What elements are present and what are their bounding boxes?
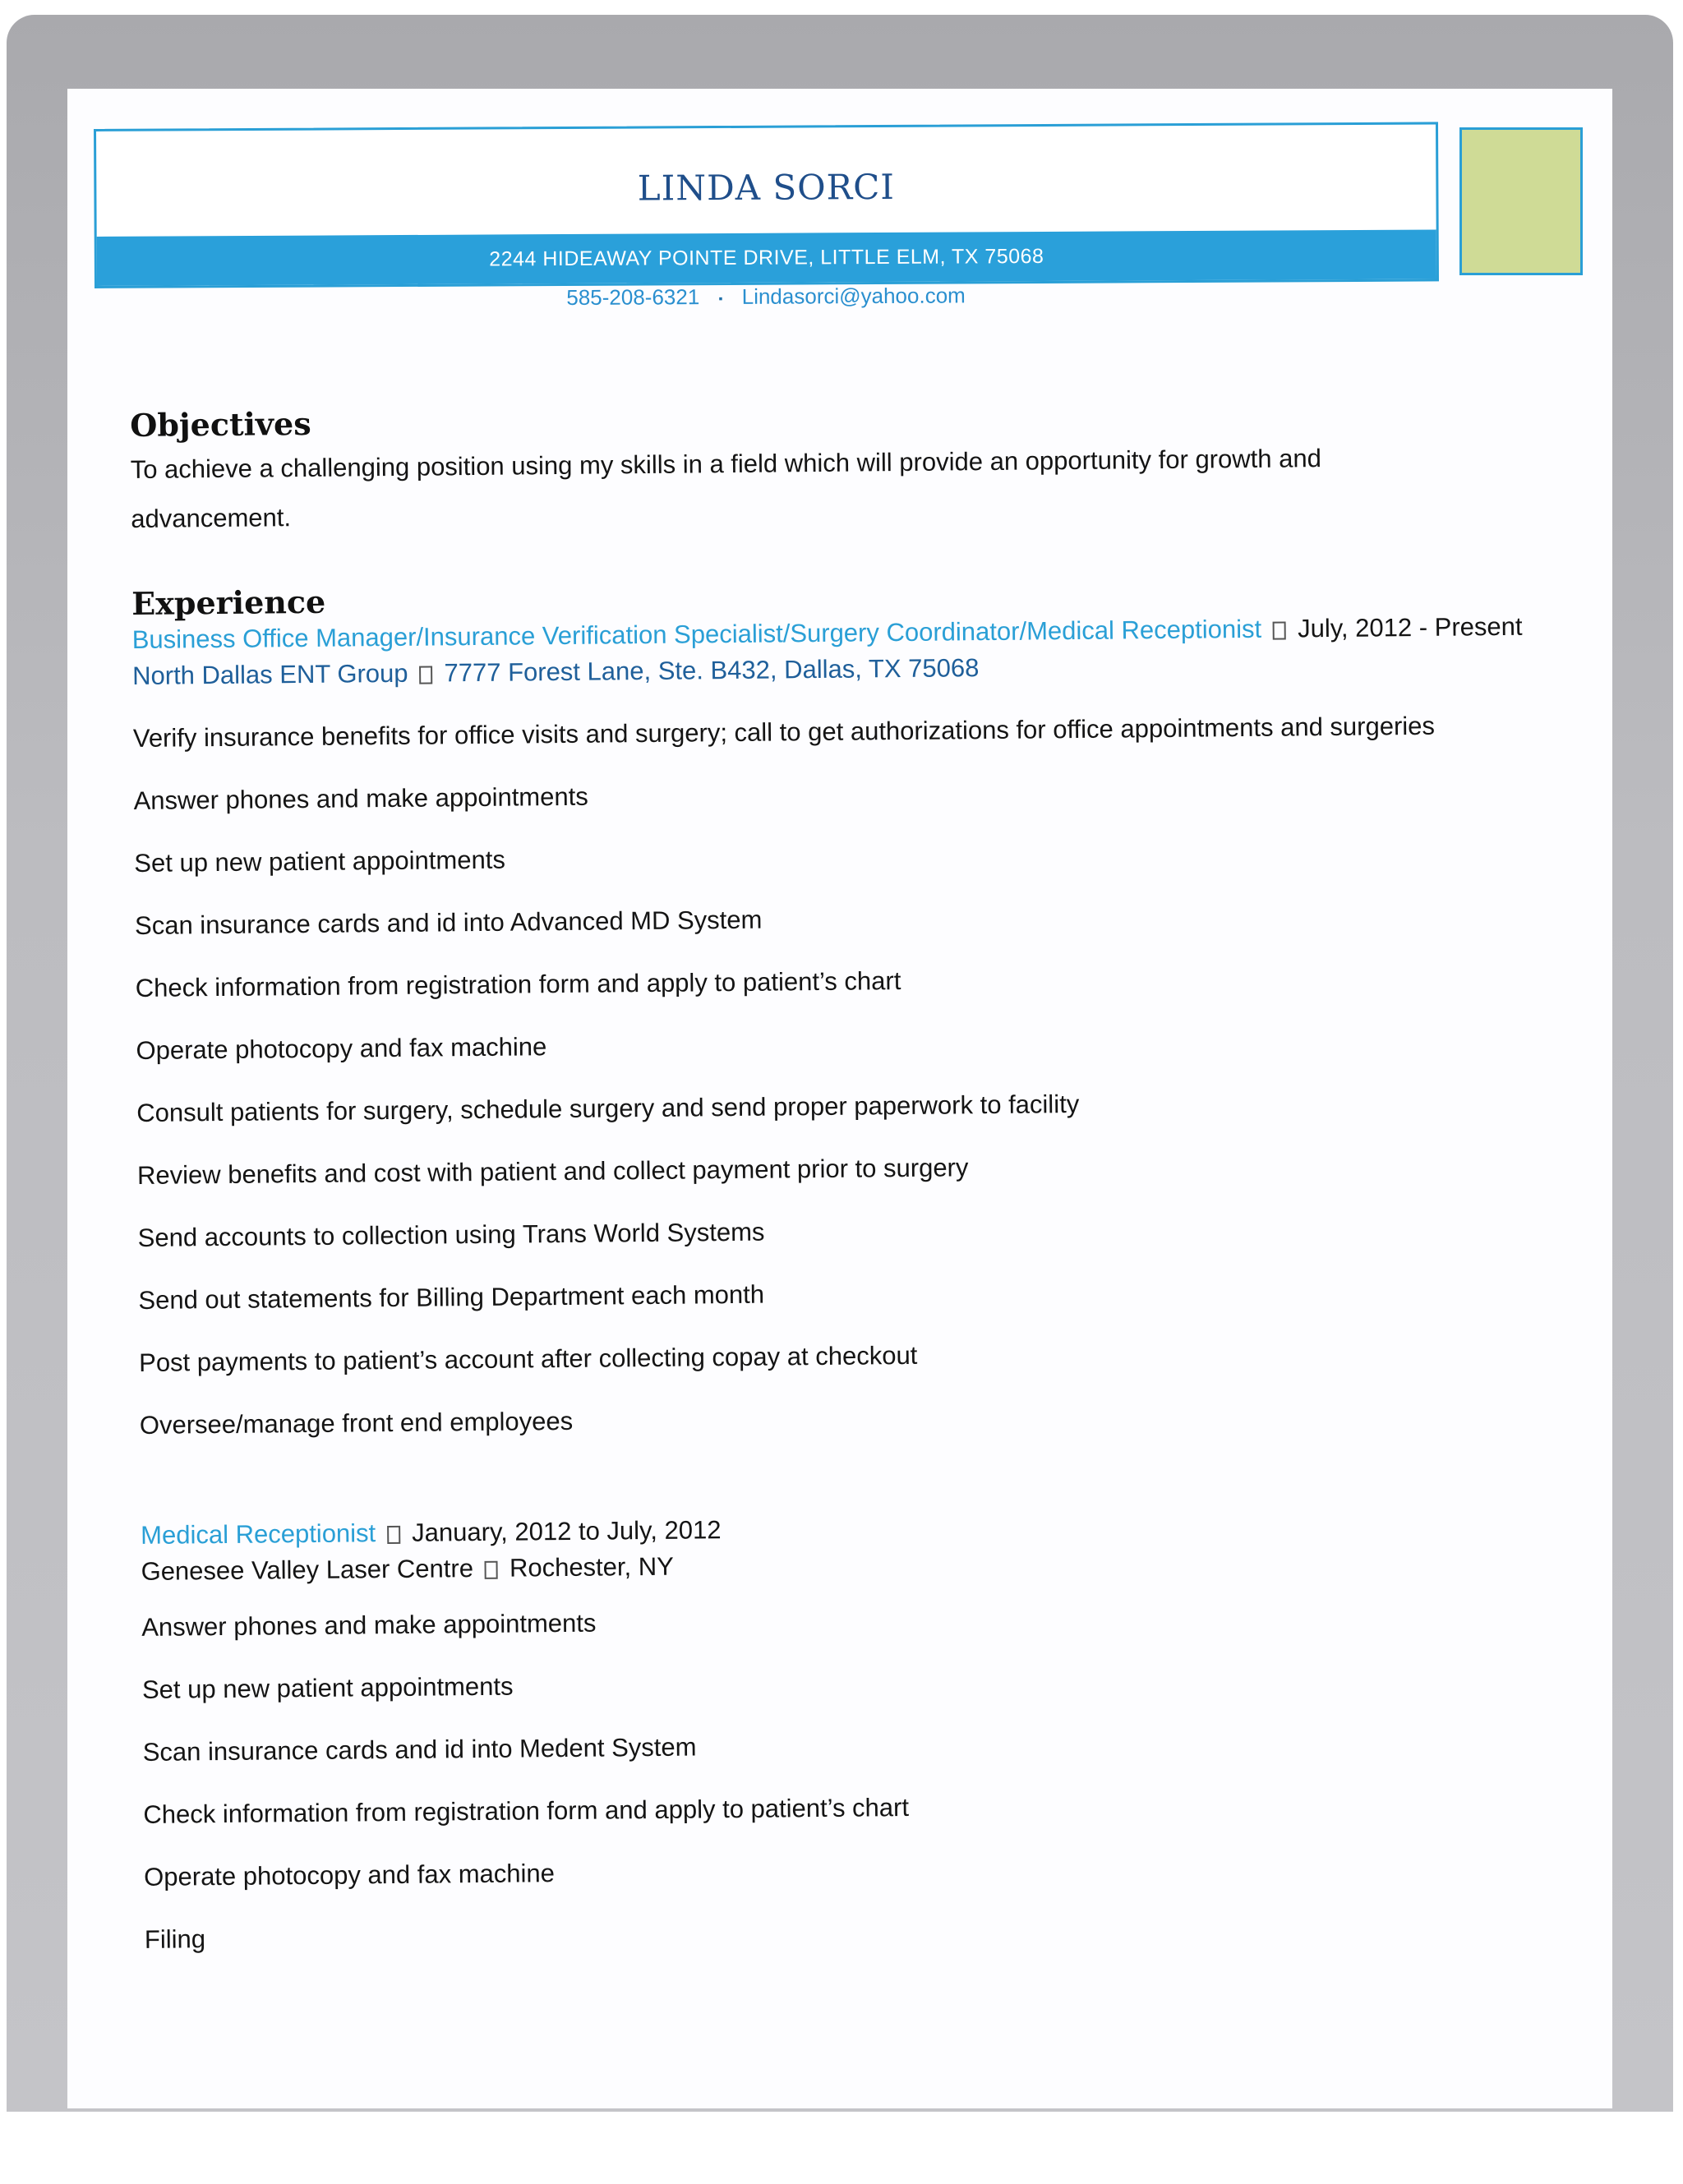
resume-header — [94, 122, 1439, 288]
duty-list — [141, 1583, 1575, 1971]
job-title: Medical Receptionist — [141, 1518, 376, 1550]
photo-placeholder — [1459, 127, 1583, 275]
duty-item: Verify insurance benefits for office visits and surgery; call to get authorizations for office appointments and surgeries — [132, 711, 1436, 753]
duty-item: Answer phones and make appointments — [141, 1608, 597, 1642]
duty-item: Consult patients for surgery, schedule surgery and send proper paperwork to facility — [136, 1089, 1080, 1127]
objectives-text: To achieve a challenging position using my skills in a field which will provide an opportunity for growth and advancement. — [130, 444, 1322, 533]
employer-name: Genesee Valley Laser Centre — [141, 1554, 474, 1586]
candidate-name: LINDA SORCI — [637, 166, 896, 209]
duty-item: Set up new patient appointments — [141, 1671, 514, 1704]
employer-location: Rochester, NY — [509, 1551, 675, 1583]
address-band — [97, 229, 1436, 286]
address-text: 2244 HIDEAWAY POINTE DRIVE, LITTLE ELM, TX 75068 — [489, 244, 1044, 271]
separator-bullet: ▪ — [718, 292, 723, 306]
experience-heading: Experience — [131, 583, 326, 622]
duty-item: Check information from registration form and apply to patient’s chart — [143, 1792, 910, 1829]
missing-glyph-icon — [387, 1526, 400, 1544]
duty-item: Review benefits and cost with patient and collect payment prior to surgery — [136, 1153, 969, 1190]
job-title: Business Office Manager/Insurance Verification Specialist/Surgery Coordinator/Medical Receptionist — [131, 614, 1262, 654]
duty-item: Check information from registration form and apply to patient’s chart — [135, 966, 901, 1002]
job-dates: July, 2012 - Present — [1297, 611, 1523, 643]
duty-item: Set up new patient appointments — [134, 845, 506, 878]
duty-item: Send accounts to collection using Trans World Systems — [137, 1217, 765, 1252]
duty-item: Send out statements for Billing Department each month — [138, 1279, 765, 1315]
resume-body — [130, 393, 1575, 1971]
duty-item: Post payments to patient’s account after collecting copay at checkout — [139, 1340, 918, 1377]
duty-item: Filing — [144, 1924, 206, 1954]
missing-glyph-icon — [485, 1561, 498, 1579]
missing-glyph-icon — [419, 666, 432, 684]
duty-item: Scan insurance cards and id into Medent System — [142, 1732, 697, 1767]
duty-item: Operate photocopy and fax machine — [144, 1859, 556, 1891]
email-address: Lindasorci@yahoo.com — [741, 283, 966, 309]
employer-location: 7777 Forest Lane, Ste. B432, Dallas, TX 75068 — [444, 653, 980, 688]
objectives-heading: Objectives — [130, 404, 311, 444]
phone-number: 585-208-6321 — [566, 284, 700, 310]
duty-item: Oversee/manage front end employees — [139, 1406, 574, 1440]
duty-item: Operate photocopy and fax machine — [136, 1032, 547, 1065]
missing-glyph-icon — [1273, 622, 1286, 640]
job-dates: January, 2012 to July, 2012 — [412, 1515, 722, 1547]
duty-item: Scan insurance cards and id into Advanced MD System — [134, 905, 763, 940]
job-entry — [132, 608, 1570, 1457]
job-entry — [141, 1504, 1575, 1971]
duty-item: Answer phones and make appointments — [133, 781, 588, 815]
employer-name: North Dallas ENT Group — [131, 658, 408, 690]
duty-list — [133, 693, 1570, 1457]
